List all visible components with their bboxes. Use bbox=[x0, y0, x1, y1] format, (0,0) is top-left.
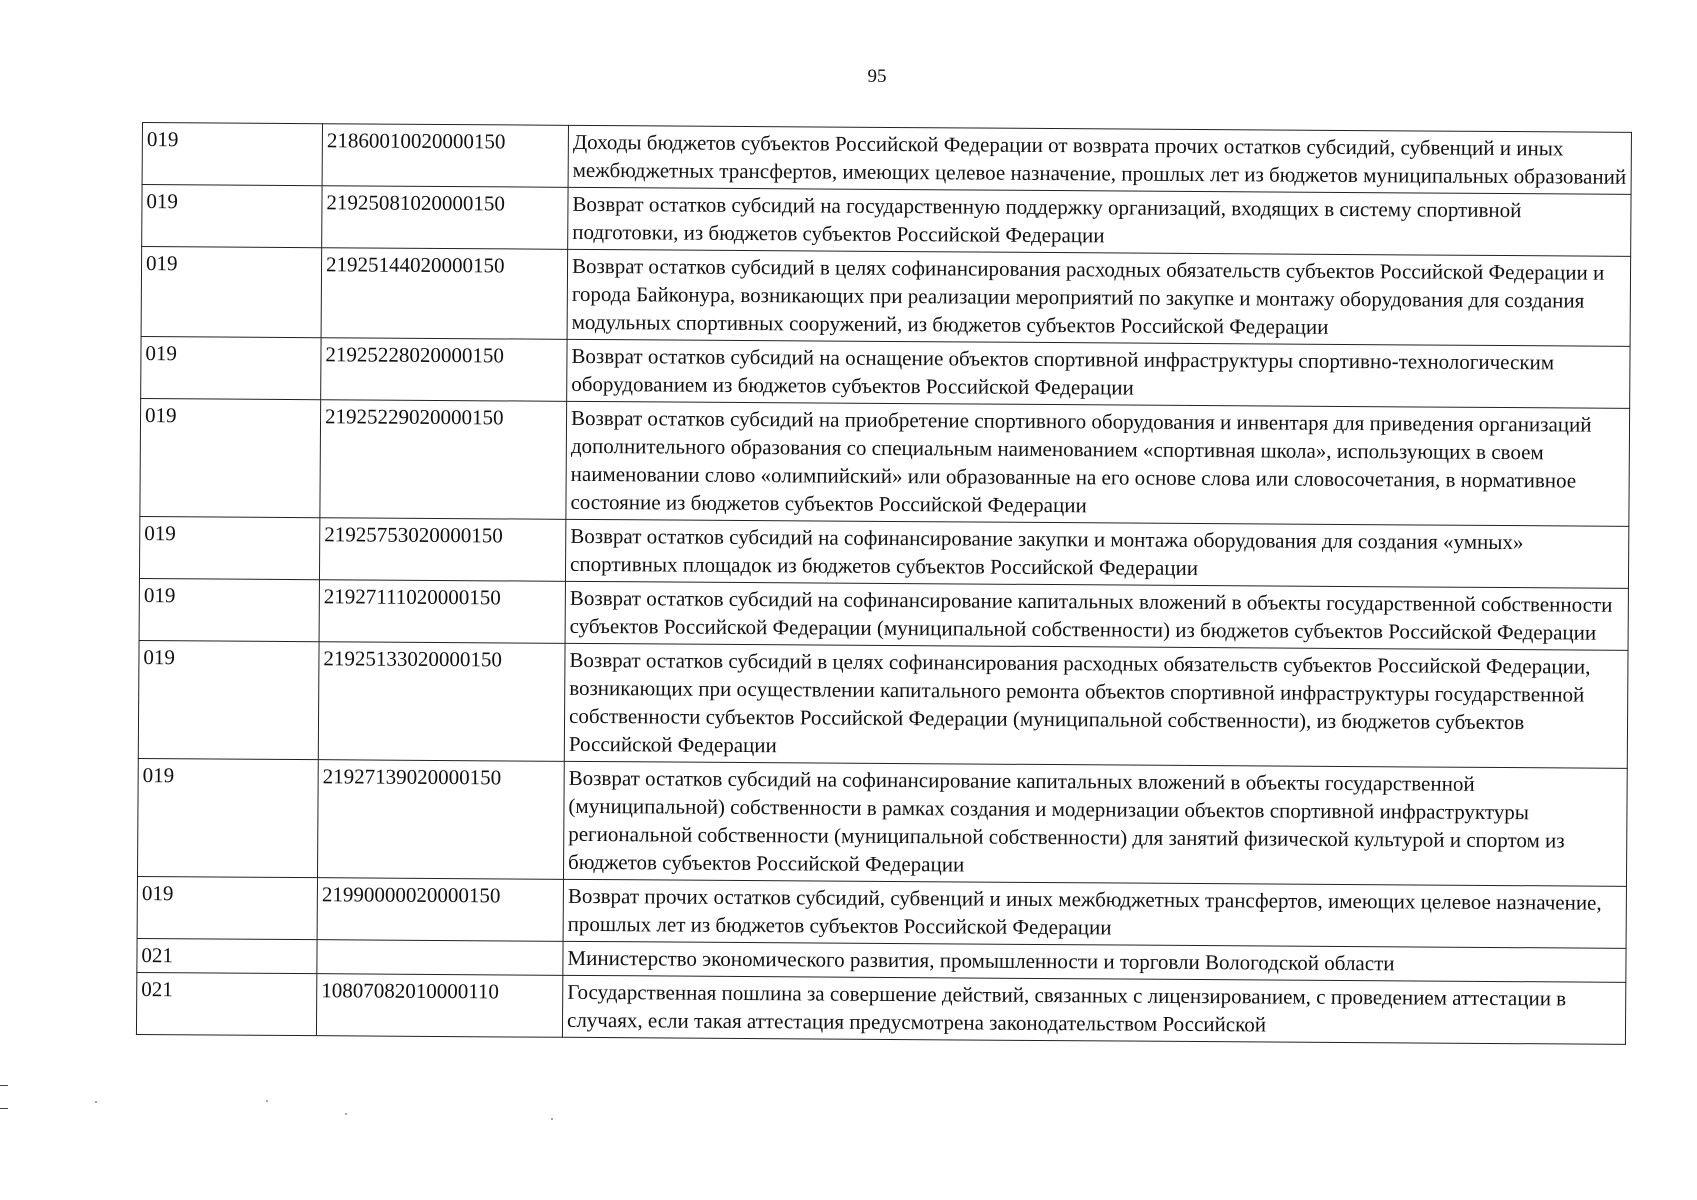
revenue-name-cell: Государственная пошлина за совершение действий, связанных с лицензированием, с проведением аттестации в случаях, если такая аттестация предусмотрена законодательством Российской bbox=[562, 975, 1625, 1044]
admin-code-cell: 021 bbox=[136, 972, 316, 1035]
table-row bbox=[142, 123, 1631, 195]
admin-code-cell: 019 bbox=[139, 578, 319, 641]
kbk-code-cell: 21925133020000150 bbox=[318, 642, 565, 762]
budget-codes-table bbox=[136, 122, 1632, 1045]
table-row bbox=[140, 398, 1630, 526]
kbk-code-cell: 21925081020000150 bbox=[322, 186, 568, 250]
admin-code-cell: 019 bbox=[142, 185, 322, 248]
revenue-name-cell: Министерство экономического развития, промышленности и торговли Вологодской области bbox=[563, 941, 1626, 982]
kbk-code-cell: 21925228020000150 bbox=[321, 338, 567, 402]
admin-code-cell: 019 bbox=[139, 516, 319, 579]
kbk-code-cell: 10807082010000110 bbox=[316, 974, 562, 1038]
revenue-name-cell: Доходы бюджетов субъектов Российской Федерации от возврата прочих остатков субсидий, субвенций и иных межбюджетных трансфертов, имеющих целевое назначение, прошлых лет из бюджетов муниципальных образований bbox=[568, 125, 1631, 194]
revenue-name-cell: Возврат остатков субсидий на софинансирование капитальных вложений в объекты государственной (муниципальной) собственности в рамках создания и модернизации объектов спортивной инфраструктуры региональной собственности (муниципальной собственности) для занятий физической культурой и спортом из бюджетов субъектов Российской Федерации bbox=[563, 761, 1627, 886]
table-row bbox=[141, 247, 1631, 347]
revenue-name-cell: Возврат остатков субсидий на приобретение спортивного оборудования и инвентаря для приведения организаций дополнительного образования со специальным наименованием «спортивная школа», использующих в своем наименовании слово «олимпийский» или образованные на его основе слова или словосочетания, в нормативное состояние из бюджетов субъектов Российской Федерации bbox=[566, 401, 1630, 526]
revenue-name-cell: Возврат прочих остатков субсидий, субвенций и иных межбюджетных трансфертов, имеющих целевое назначение, прошлых лет из бюджетов субъектов Российской Федерации bbox=[563, 879, 1626, 948]
kbk-code-cell: 21927111020000150 bbox=[319, 580, 565, 644]
table-row bbox=[136, 972, 1625, 1044]
scan-speck bbox=[95, 1101, 97, 1103]
revenue-name-cell: Возврат остатков субсидий в целях софинансирования расходных обязательств субъектов Российской Федерации и города Байконура, возникающих при реализации мероприятий по закупке и монтажу оборудования для создания модульных спортивных сооружений, из бюджетов субъектов Российской Федерации bbox=[567, 249, 1631, 346]
admin-code-cell: 019 bbox=[141, 336, 321, 399]
revenue-name-cell: Возврат остатков субсидий на софинансирование капитальных вложений в объекты государственной собственности субъектов Российской Федерации (муниципальной собственности) из бюджетов субъектов Российской Федерации bbox=[565, 581, 1628, 650]
revenue-name-cell: Возврат остатков субсидий в целях софинансирования расходных обязательств субъектов Российской Федерации, возникающих при осуществлении капитального ремонта объектов спортивной инфраструктуры государственной собственности субъектов Российской Федерации (муниципальной собственности), из бюджетов субъектов Российской Федерации bbox=[564, 643, 1628, 768]
admin-code-cell: 019 bbox=[142, 123, 322, 186]
table-row bbox=[139, 578, 1628, 650]
table-row bbox=[137, 758, 1627, 886]
table-row bbox=[138, 640, 1628, 768]
scan-speck bbox=[345, 1113, 347, 1115]
table-row bbox=[141, 336, 1630, 408]
revenue-name-cell: Возврат остатков субсидий на государственную поддержку организаций, входящих в систему спортивной подготовки, из бюджетов субъектов Российской Федерации bbox=[568, 187, 1631, 256]
kbk-code-cell: 21927139020000150 bbox=[317, 760, 564, 880]
table-row bbox=[142, 185, 1631, 257]
kbk-code-cell: 21925229020000150 bbox=[320, 400, 567, 520]
revenue-name-cell: Возврат остатков субсидий на оснащение объектов спортивной инфраструктуры спортивно-технологическим оборудованием из бюджетов субъектов Российской Федерации bbox=[567, 339, 1630, 408]
table-row bbox=[139, 516, 1628, 588]
scan-speck bbox=[266, 1100, 268, 1102]
page-number: 95 bbox=[867, 66, 887, 87]
admin-code-cell: 019 bbox=[137, 758, 318, 877]
scan-edge-mark bbox=[0, 1085, 8, 1086]
revenue-name-cell: Возврат остатков субсидий на софинансирование закупки и монтажа оборудования для создания «умных» спортивных площадок из бюджетов субъектов Российской Федерации bbox=[565, 519, 1628, 588]
admin-code-cell: 021 bbox=[137, 938, 317, 973]
admin-code-cell: 019 bbox=[138, 640, 319, 759]
admin-code-cell: 019 bbox=[141, 247, 322, 338]
kbk-code-cell: 21925144020000150 bbox=[321, 248, 568, 340]
kbk-code-cell: 21925753020000150 bbox=[319, 518, 565, 582]
table-row bbox=[137, 876, 1626, 948]
scan-speck bbox=[551, 1118, 553, 1120]
kbk-code-cell: 21990000020000150 bbox=[317, 878, 563, 942]
admin-code-cell: 019 bbox=[140, 398, 321, 517]
kbk-code-cell bbox=[317, 940, 563, 976]
kbk-code-cell: 21860010020000150 bbox=[322, 124, 568, 188]
admin-code-cell: 019 bbox=[137, 876, 317, 939]
scan-edge-mark bbox=[0, 1108, 8, 1109]
